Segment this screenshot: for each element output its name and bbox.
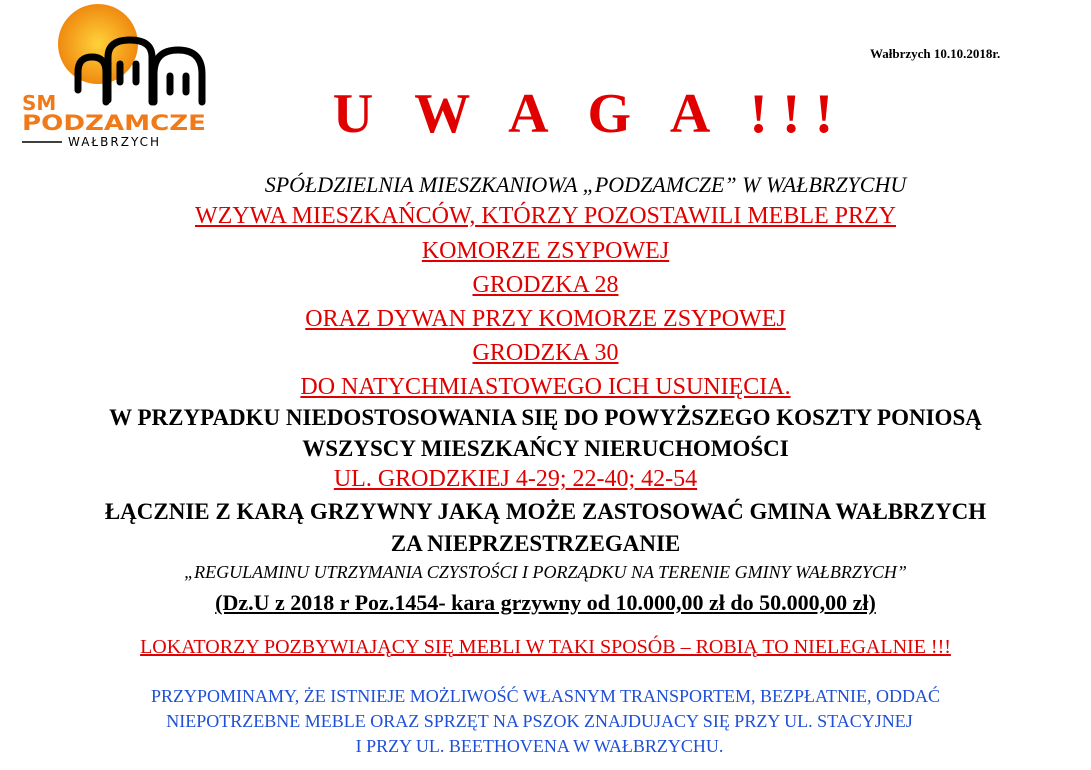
call-line-4: ORAZ DYWAN PRZY KOMORZE ZSYPOWEJ	[305, 306, 786, 332]
page-title: U W A G A !!!	[332, 83, 848, 145]
illegal-warning: LOKATORZY POZBYWIAJĄCY SIĘ MEBLI W TAKI SPOSÓB – ROBIĄ TO NIELEGALNIE !!!	[140, 636, 951, 658]
logo-podzamcze: PODZAMCZE	[22, 111, 206, 135]
notice-line-1: W PRZYPADKU NIEDOSTOSOWANIA SIĘ DO POWYŻSZEGO KOSZTY PONIOSĄ	[109, 405, 982, 430]
logo-sm: SM	[22, 91, 57, 115]
call-line-2: KOMORZE ZSYPOWEJ	[421, 238, 670, 264]
call-line-5: GRODZKA 30	[472, 340, 619, 366]
address-line: UL. GRODZKIEJ 4-29; 22-40; 42-54	[333, 466, 698, 492]
document-date: Wałbrzych 10.10.2018r.	[870, 46, 1001, 61]
legal-reference: (Dz.U z 2018 r Poz.1454- kara grzywny od 10.000,00 zł do 50.000,00 zł)	[215, 590, 876, 615]
fine-line-1: ŁĄCZNIE Z KARĄ GRZYWNY JAKĄ MOŻE ZASTOSOWAĆ GMINA WAŁBRZYCH	[104, 499, 987, 524]
call-line-1: WZYWA MIESZKAŃCÓW, KTÓRZY POZOSTAWILI MEBLE PRZY	[194, 203, 896, 229]
call-line-3: GRODZKA 28	[472, 272, 619, 298]
reminder-line-1: PRZYPOMINAMY, ŻE ISTNIEJE MOŻLIWOŚĆ WŁASNYM TRANSPORTEM, BEZPŁATNIE, ODDAĆ	[151, 686, 940, 706]
call-line-6: DO NATYCHMIASTOWEGO ICH USUNIĘCIA.	[300, 374, 791, 400]
fine-line-2: ZA NIEPRZESTRZEGANIE	[390, 531, 681, 556]
reminder-line-3: I PRZY UL. BEETHOVENA W WAŁBRZYCHU.	[355, 736, 724, 756]
notice-line-2: WSZYSCY MIESZKAŃCY NIERUCHOMOŚCI	[302, 436, 789, 461]
logo-walbrzych: WAŁBRZYCH	[68, 135, 162, 149]
cooperative-name: SPÓŁDZIELNIA MIESZKANIOWA „PODZAMCZE” W WAŁBRZYCHU	[264, 172, 907, 197]
regulation-title: „REGULAMINU UTRZYMANIA CZYSTOŚCI I PORZĄDKU NA TERENIE GMINY WAŁBRZYCH”	[184, 562, 907, 582]
sun-icon	[58, 4, 138, 84]
reminder-line-2: NIEPOTRZEBNE MEBLE ORAZ SPRZĘT NA PSZOK ZNAJDUJACY SIĘ PRZY UL. STACYJNEJ	[166, 711, 913, 731]
